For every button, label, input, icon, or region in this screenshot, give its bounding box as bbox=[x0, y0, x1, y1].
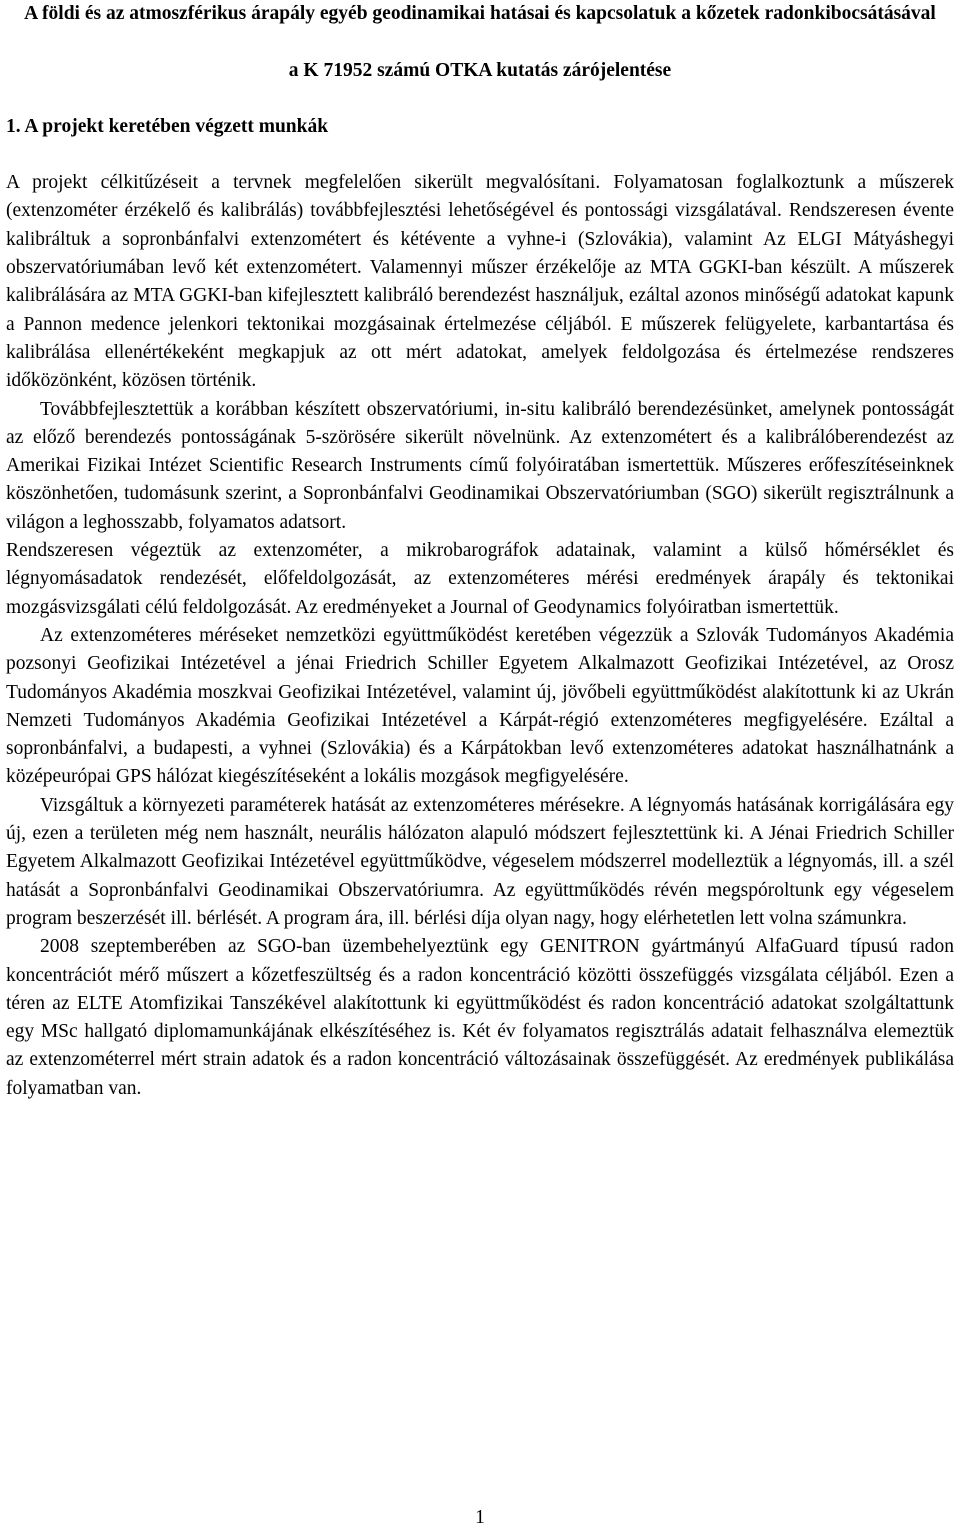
paragraph-3: Rendszeresen végeztük az extenzométer, a mikrobarográfok adatainak, valamint a külső hőmérséklet és légnyomásadatok rendezését, előfeldolgozását, az extenzométeres mérési eredmények árapály és tektonikai mozgásvizsgálati célú feldolgozását. Az eredményeket a Journal of Geodynamics folyóiratban ismertettük. bbox=[6, 540, 954, 618]
paragraph-6: 2008 szeptemberében az SGO-ban üzembehelyeztünk egy GENITRON gyártmányú AlfaGuard típusú radon koncentrációt mérő műszert a kőzetfeszültség és a radon koncentráció közötti összefüggés vizsgálata céljából. Ezen a téren az ELTE Atomfizikai Tanszékével alakítottunk ki együttműködést és radon koncentráció adatokat szolgáltattunk egy MSc hallgató diplomamunkájának elkészítéséhez is. Két év folyamatos regisztrálás adatait felhasználva elemeztük az extenzométerrel mért strain adatok és a radon koncentráció változásainak összefüggését. Az eredmények publikálása folyamatban van. bbox=[6, 936, 954, 1099]
document-title: A földi és az atmoszférikus árapály egyéb geodinamikai hatásai és kapcsolatuk a kőzetek radonkibocsátásával bbox=[24, 3, 936, 24]
paragraph-4: Az extenzométeres méréseket nemzetközi együttműködést keretében végezzük a Szlovák Tudományos Akadémia pozsonyi Geofizikai Intézetével a jénai Friedrich Schiller Egyetem Alkalmazott Geofizikai Intézetével, az Orosz Tudományos Akadémia moszkvai Geofizikai Intézetével, valamint új, jövőbeli együttműködést alakítottunk ki az Ukrán Nemzeti Tudományos Akadémia Geofizikai Intézetével a Kárpát-régió extenzométeres megfigyelésére. Ezáltal a sopronbánfalvi, a budapesti, a vyhnei (Szlovákia) és a Kárpátokban levő extenzométeres adatokat használhatnánk a középeurópai GPS hálózat kiegészítéseként a lokális mozgások megfigyelésére. bbox=[6, 624, 954, 788]
paragraph-5: Vizsgáltuk a környezeti paraméterek hatását az extenzométeres mérésekre. A légnyomás hatásának korrigálására egy új, ezen a területen még nem használt, neurális hálózaton alapuló módszert fejlesztettünk ki. A Jénai Friedrich Schiller Egyetem Alkalmazott Geofizikai Intézetével együttműködve, végeselem módszerrel modelleztük a légnyomás, ill. a szél hatását a Sopronbánfalvi Geodinamikai Obszervatóriumra. Az együttműködés révén megspóroltunk egy végeselem program beszerzését ill. bérlését. A program ára, ill. bérlési díja olyan nagy, hogy elérhetetlen lett volna számunkra. bbox=[6, 794, 954, 929]
document-subtitle: a K 71952 számú OTKA kutatás zárójelentése bbox=[288, 59, 672, 81]
section-heading: 1. A projekt keretében végzett munkák bbox=[6, 115, 329, 137]
document-page bbox=[6, 0, 954, 1103]
paragraph-2: Továbbfejlesztettük a korábban készített obszervatóriumi, in-situ kalibráló berendezésünket, amelynek pontosságát az előző berendezés pontosságának 5-szörösére sikerült növelnünk. Az extenzométert és a kalibrálóberendezést az Amerikai Fizikai Intézet Scientific Research Instruments című folyóiratában ismertettük. Műszeres erőfeszítéseinknek köszönhetően, tudomásunk szerint, a Sopronbánfalvi Geodinamikai Obszervatóriumban (SGO) sikerült regisztrálnunk a világon a leghosszabb, folyamatos adatsort. bbox=[6, 398, 954, 533]
paragraph-1: A projekt célkitűzéseit a tervnek megfelelően sikerült megvalósítani. Folyamatosan foglalkoztunk a műszerek (extenzométer érzékelő és kalibrálás) továbbfejlesztési lehetőségével és pontossági vizsgálatával. Rendszeresen évente kalibráltuk a sopronbánfalvi extenzométert és kétévente a vyhne-i (Szlovákia), valamint Az ELGI Mátyáshegyi obszervatóriumában levő két extenzométert. Valamennyi műszer érzékelője az MTA GGKI-ban készült. A műszerek kalibrálására az MTA GGKI-ban kifejlesztett kalibráló berendezést használjuk, ezáltal azonos minőségű adatokat kapunk a Pannon medence jelenkori tektonikai mozgásainak értelmezése céljából. E műszerek felügyelete, karbantartása és kalibrálása ellenértékeként megkapjuk az ott mért adatokat, amelyek feldolgozása és értelmezése rendszeres időközönként, közösen történik. bbox=[6, 172, 954, 392]
page-number: 1 bbox=[475, 1507, 485, 1528]
